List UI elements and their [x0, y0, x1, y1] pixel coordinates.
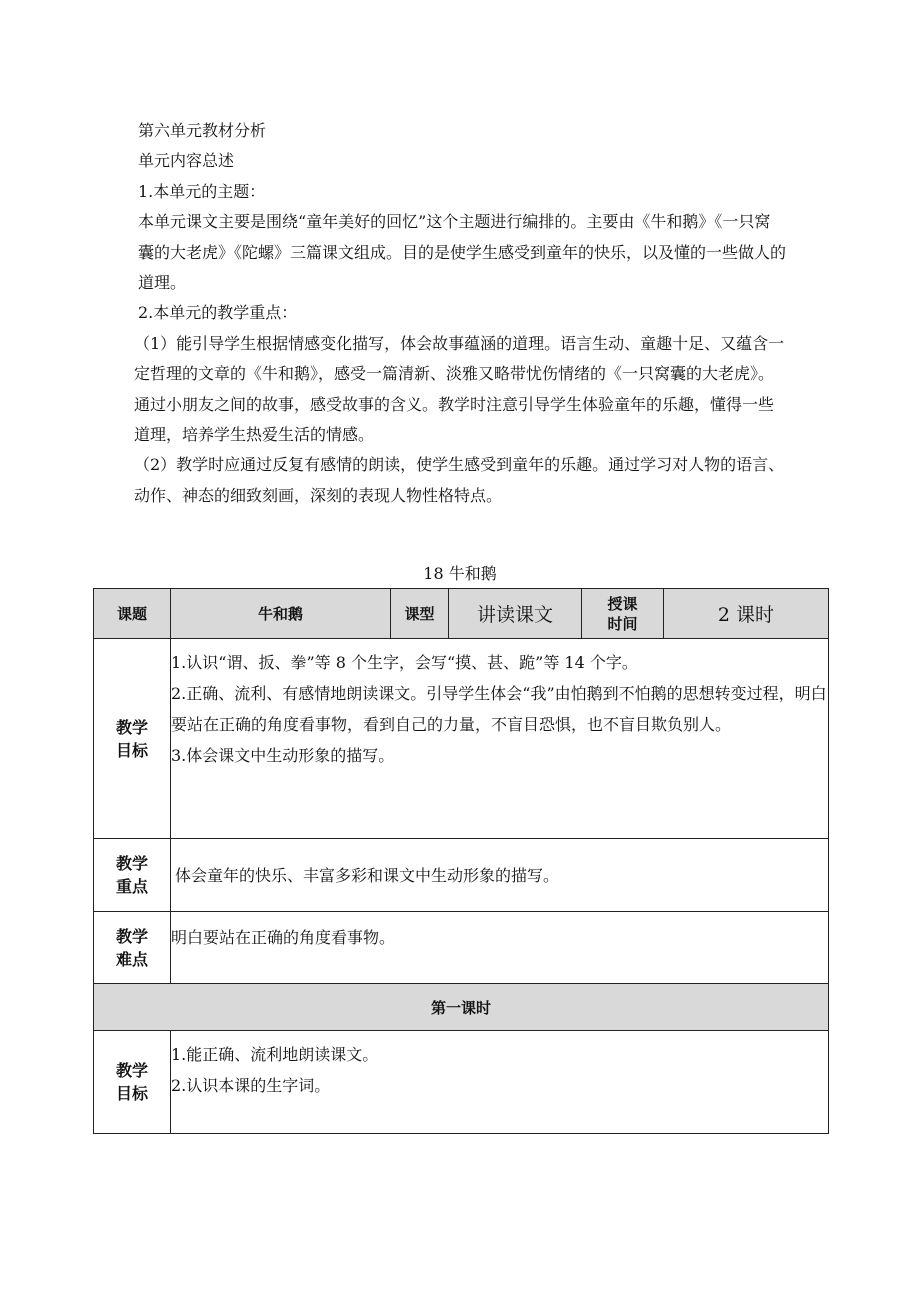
- goal-item: 3.体会课文中生动形象的描写。: [171, 746, 395, 765]
- goal-item: 2.正确、流利、有感情地朗读课文。引导学生体会“我”由怕鹅到不怕鹅的思想转变过程，明白要站在正确的角度看事物，看到自己的力量，不盲目恐惧，也不盲目欺负别人。: [171, 684, 827, 734]
- type-label: 课型: [391, 589, 449, 639]
- goal-item: 1.认识“谓、扳、拳”等 8 个生字，会写“摸、甚、跪”等 14 个字。: [171, 653, 638, 672]
- lesson-title: 18 牛和鹅: [423, 564, 497, 583]
- difficulty-label: [94, 912, 171, 984]
- difficulty-label-text: 教学难点: [115, 926, 148, 969]
- topic-value: 牛和鹅: [171, 589, 391, 639]
- session-goal-item: 1.能正确、流利地朗读课文。: [171, 1045, 379, 1064]
- session-goals-label: [94, 1031, 171, 1134]
- key-cell: 体会童年的快乐、丰富多彩和课文中生动形象的描写。: [171, 839, 829, 912]
- unit-heading: 第六单元教材分析: [138, 121, 267, 140]
- time-value: 2 课时: [664, 589, 829, 639]
- table-header-row: [94, 589, 829, 639]
- unit-analysis: [134, 116, 787, 511]
- table-row: [94, 912, 829, 984]
- theme-text: 本单元课文主要是围绕“童年美好的回忆”这个主题进行编排的。主要由《牛和鹅》《一只窝囊的大老虎》《陀螺》三篇课文组成。目的是使学生感受到童年的快乐，以及懂的一些做人的道理。: [138, 212, 787, 293]
- session-goal-item: 2.认识本课的生字词。: [171, 1076, 331, 1095]
- table-row: [94, 1031, 829, 1134]
- goals-label: [94, 639, 171, 839]
- session-title: 第一课时: [94, 984, 829, 1031]
- unit-subheading: 单元内容总述: [138, 151, 235, 171]
- theme-title: 1.本单元的主题：: [138, 181, 266, 201]
- key-label-text: 教学重点: [115, 854, 148, 896]
- goals-label-text: 教学目标: [115, 717, 148, 760]
- table-row: [94, 639, 829, 839]
- focus-title: 2.本单元的教学重点：: [138, 303, 298, 323]
- topic-label: 课题: [94, 589, 171, 639]
- goals-cell: [171, 639, 829, 839]
- session-band-row: [94, 984, 829, 1031]
- time-label-text: 授课时间: [607, 594, 638, 633]
- focus-item-1: （1）能引导学生根据情感变化描写，体会故事蕴涵的道理。语言生动、童趣十足、又蕴含一定哲理的文章的《牛和鹅》，感受一篇清新、淡雅又略带忧伤情绪的《一只窝囊的大老虎》。通过小朋友之间的故事，感受故事的含义。教学时注意引导学生体验童年的乐趣，懂得一些道理，培养学生热爱生活的情感。: [134, 333, 785, 445]
- focus-item-2: （2）教学时应通过反复有感情的朗读，使学生感受到童年的乐趣。通过学习对人物的语言、动作、神态的细致刻画，深刻的表现人物性格特点。: [134, 455, 785, 505]
- session-goals-label-text: 教学目标: [115, 1061, 148, 1103]
- difficulty-cell: 明白要站在正确的角度看事物。: [171, 912, 829, 984]
- type-value: 讲读课文: [449, 589, 582, 639]
- table-row: [94, 839, 829, 912]
- key-label: [94, 839, 171, 912]
- session-goals-cell: [171, 1031, 829, 1134]
- time-label: [582, 589, 664, 639]
- lesson-plan-table: [93, 588, 829, 1134]
